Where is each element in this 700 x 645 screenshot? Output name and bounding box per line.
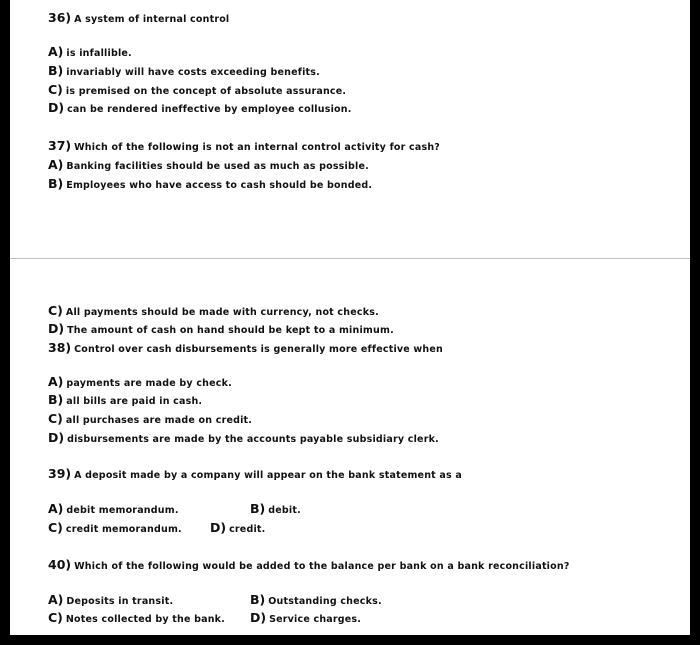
question-39-option-a: A) debit memorandum. (48, 501, 179, 516)
question-38-option-a: A) payments are made by check. (48, 374, 232, 389)
question-40-option-c: C) Notes collected by the bank. (48, 610, 226, 625)
question-38-option-b: B) all bills are paid in cash. (48, 392, 203, 407)
question-38-option-c: C) all purchases are made on credit. (48, 411, 253, 426)
question-37-option-c: C) All payments should be made with currency, not checks. (48, 303, 379, 318)
page-bottom (10, 258, 690, 645)
question-37-option-a: A) Banking facilities should be used as much as possible. (48, 157, 369, 172)
question-36-option-b: B) invariably will have costs exceeding benefits. (48, 63, 320, 78)
question-40-stem: 40) Which of the following would be added to the balance per bank on a bank reconciliation? (48, 557, 570, 572)
question-37-option-b: B) Employees who have access to cash should be bonded. (48, 176, 373, 191)
question-39-option-c: C) credit memorandum. (48, 520, 182, 535)
question-38-option-d: D) disbursements are made by the accounts payable subsidiary clerk. (48, 430, 439, 445)
question-39-stem: 39) A deposit made by a company will appear on the bank statement as a (48, 466, 462, 481)
question-40-option-b: B) Outstanding checks. (250, 592, 382, 607)
question-38-stem: 38) Control over cash disbursements is generally more effective when (48, 340, 443, 355)
question-36-option-c: C) is premised on the concept of absolute assurance. (48, 82, 347, 97)
question-40-option-d: D) Service charges. (250, 610, 362, 625)
question-36-stem: 36) A system of internal control (48, 10, 230, 25)
bottom-border (10, 635, 690, 645)
question-37-stem: 37) Which of the following is not an internal control activity for cash? (48, 138, 440, 153)
page-top (10, 0, 690, 258)
question-39-option-d: D) credit. (210, 520, 266, 535)
question-39-option-b: B) debit. (250, 501, 301, 516)
question-36-option-a: A) is infallible. (48, 44, 132, 59)
question-37-option-d: D) The amount of cash on hand should be kept to a minimum. (48, 321, 394, 336)
question-40-option-a: A) Deposits in transit. (48, 592, 174, 607)
question-36-option-d: D) can be rendered ineffective by employee collusion. (48, 100, 352, 115)
